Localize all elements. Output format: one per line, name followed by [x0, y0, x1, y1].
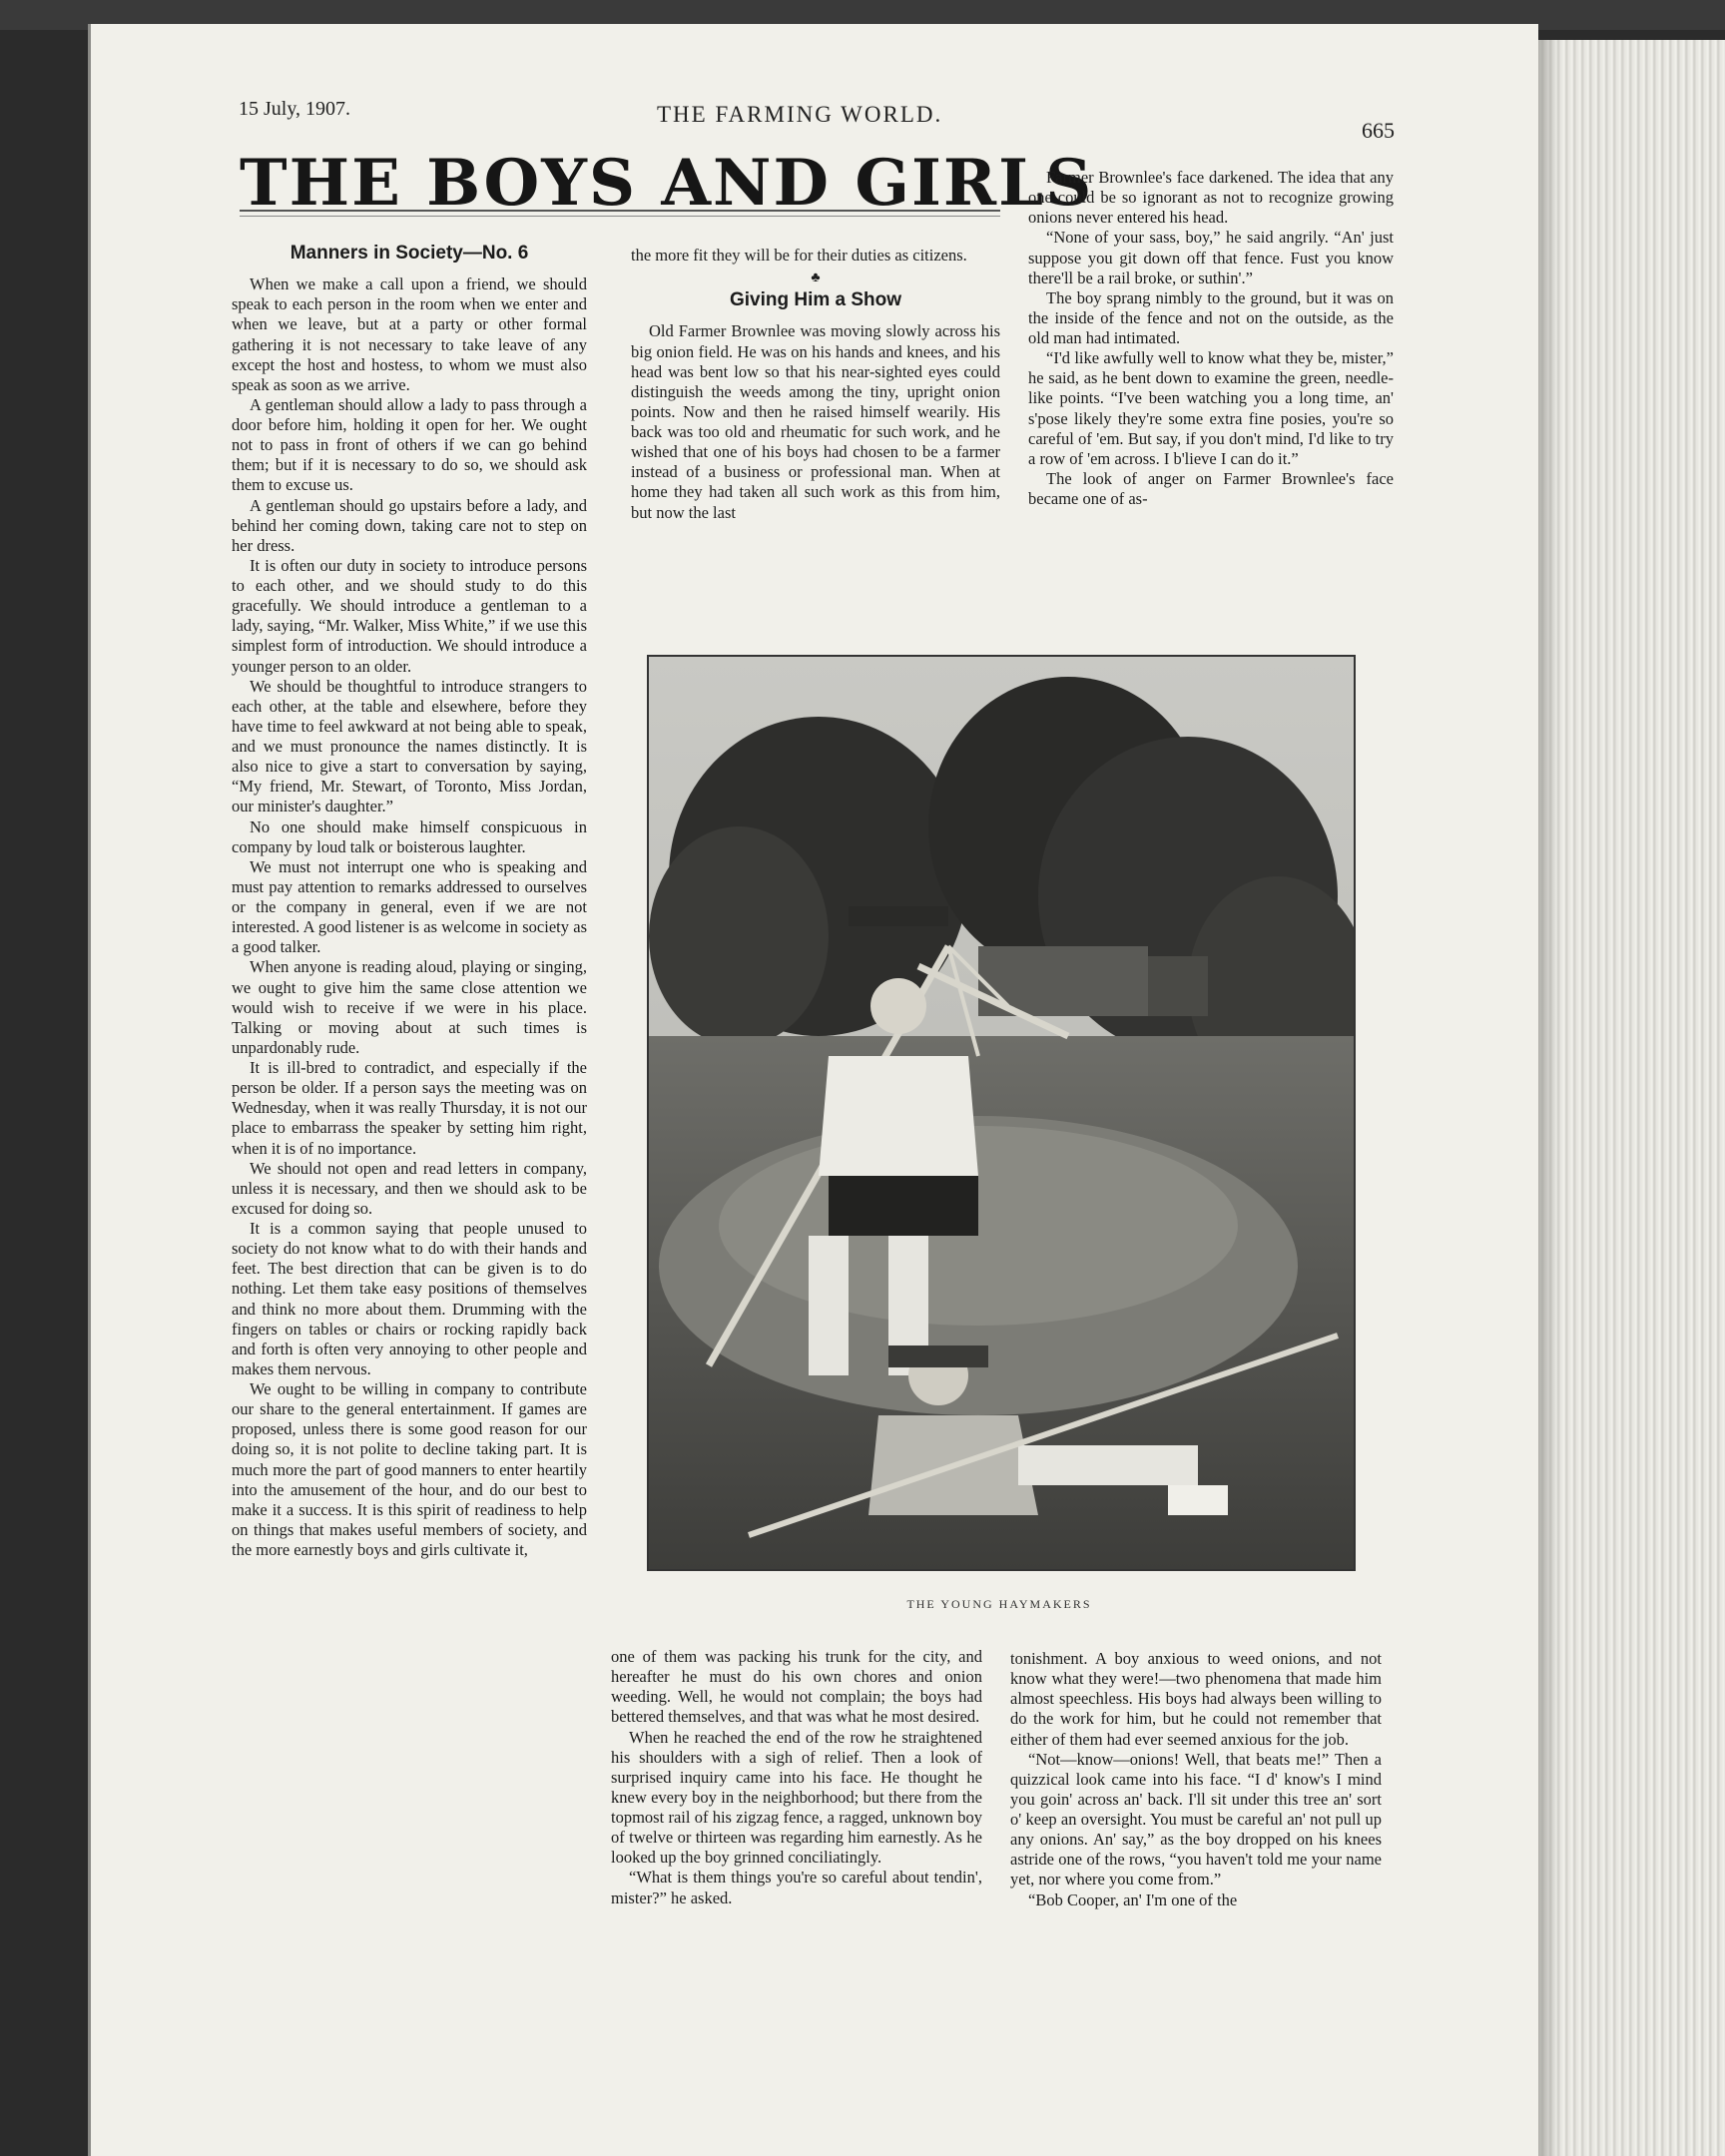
paragraph: We should not open and read letters in company, unless it is necessary, and then we should ask to be excused for doing so. [232, 1158, 587, 1218]
paragraph: The boy sprang nimbly to the ground, but it was on the inside of the fence and not on the outside, as the old man had intimated. [1028, 287, 1394, 347]
paragraph: It is often our duty in society to introduce persons to each other, and we should study to do this gracefully. We should introduce a gentleman to a lady, saying, “Mr. Walker, Miss White,” if we use this simplest form of introduction. We should introduce a younger person to an older. [232, 555, 587, 676]
paragraph: “Bob Cooper, an' I'm one of the [1028, 1889, 1238, 1909]
paragraph: When he reached the end of the row he straightened his shoulders with a sigh of relief. Then a look of surprised inquiry came into his face. He thought he knew every boy in the neighborhood; but there from the topmost rail of his zigzag fence, a ragged, unknown boy of twelve or thirteen was regarding him earnestly. As he looked up the boy grinned conciliatingly. [611, 1727, 982, 1868]
paragraph: one of them was packing his trunk for the city, and hereafter he must do his own chores and onion weeding. Well, he would not complain; the boys had bettered themselves, and that was what he most desired. [611, 1647, 982, 1727]
paragraph: It is ill-bred to contradict, and especially if the person be older. If a person says the meeting was on Wednesday, when it was really Thursday, it is not our place to embarrass the speaker by setting him right, when it is of no importance. [232, 1058, 587, 1158]
paragraph: We must not interrupt one who is speaking and must pay attention to remarks addressed to ourselves or the company in general, even if we are not interested. A good listener is as welcome in society as a good talker. [232, 856, 587, 957]
title-rule [240, 210, 1000, 212]
paragraph: When anyone is reading aloud, playing or singing, we ought to give him the same close attention we would wish to receive if we were in his place. Talking or moving about at such times is unpardonably rude. [232, 957, 587, 1057]
header-page-number: 665 [1362, 118, 1395, 143]
article-manners-title: Manners in Society—No. 6 [289, 243, 529, 264]
article-show-column-4 [1010, 1649, 1382, 1910]
paragraph: Farmer Brownlee's face darkened. The idea that any one could be so ignorant as not to recognize growing onions never entered his head. [1028, 168, 1394, 228]
paragraph: The look of anger on Farmer Brownlee's face became one of as- [1028, 468, 1394, 508]
photo-illustration [649, 657, 1354, 1569]
paragraph: No one should make himself conspicuous in company by loud talk or boisterous laughter. [232, 816, 587, 856]
article-show-title: Giving Him a Show [729, 289, 902, 311]
paragraph: We should be thoughtful to introduce strangers to each other, at the table and elsewhere, before they have time to feel awkward at not being able to speak, and we must pronounce the names distinctly. It is also nice to give a start to conversation by saying, “My friend, Mr. Stewart, of Toronto, Miss Jordan, our minister's daughter.” [232, 676, 587, 816]
article-show-column-1 [631, 246, 1000, 523]
paragraph: A gentleman should go upstairs before a lady, and behind her coming down, taking care not to step on her dress. [232, 495, 587, 555]
article-show-column-3 [611, 1647, 982, 1908]
paragraph: “What is them things you're so careful about tendin', mister?” he asked. [611, 1868, 982, 1907]
paragraph: Old Farmer Brownlee was moving slowly across his big onion field. He was on his hands and knees, and his head was bent low so that his near-sighted eyes could distinguish the weeds among the tiny, upright onion points. Now and then he raised himself wearily. His back was too old and rheumatic for such work, and he wished that one of his boys had chosen to be a farmer instead of a business or professional man. When at home they had taken all such work as this from him, but now the last [631, 321, 1000, 522]
paragraph: “None of your sass, boy,” he said angrily. “An' just suppose you git down off that fence. Fust you know there'll be a rail broke, or suthin'.” [1028, 228, 1394, 287]
article-show-column-2 [1028, 168, 1394, 509]
paragraph-continuation: the more fit they will be for their duties as citizens. [631, 246, 967, 265]
haymakers-photo [647, 655, 1356, 1571]
paragraph: We ought to be willing in company to contribute our share to the general entertainment. If games are proposed, unless there is some good reason for our doing so, it is not polite to decline taking part. It is much more the part of good manners to enter heartily into the amusement of the hour, and do our best to make it a success. It is this spirit of readiness to help on things that makes useful members of society, and the more earnestly boys and girls cultivate it, [232, 1379, 587, 1560]
header-date: 15 July, 1907. [239, 98, 351, 120]
section-title: THE BOYS AND GIRLS [240, 146, 1094, 221]
book-page-edges [1529, 40, 1725, 2156]
article-manners-column [232, 242, 587, 1560]
club-ornament-icon: ♣ [811, 270, 821, 286]
paragraph: A gentleman should allow a lady to pass through a door before him, holding it open for her. We ought not to pass in front of others if we can go behind them; but if it is necessary to do so, we should ask them to excuse us. [232, 394, 587, 495]
paragraph: “Not—know—onions! Well, that beats me!” Then a quizzical look came into his face. “I d' know's I mind you goin' across an' back. I'll sit under this tree an' sort o' keep an oversight. You must be careful an' not pull up any onions. An' say,” as the boy dropped on his knees astride one of the rows, “you haven't told me your name yet, nor where you come from.” [1010, 1749, 1382, 1889]
paragraph: “I'd like awfully well to know what they be, mister,” he said, as he bent down to examine the green, needle-like points. “I've been watching you a long time, an' s'pose likely they're some extra fine posies, you're so careful of 'em. But say, if you don't mind, I'd like to try a row of 'em across. I b'lieve I can do it.” [1028, 348, 1394, 468]
title-rule-thin [240, 216, 1000, 217]
paragraph: It is a common saying that people unused to society do not know what to do with their hands and feet. The best direction that can be given is to do nothing. Let them take easy positions of themselves and think no more about them. Drumming with the fingers on tables or chairs or rocking rapidly back and forth is often very annoying to other people and makes them nervous. [232, 1219, 587, 1378]
paragraph: tonishment. A boy anxious to weed onions, and not know what they were!—two phenomena that made him almost speechless. His boys had always been willing to do the work for him, but he could not remember that either of them had ever seemed anxious for the job. [1010, 1649, 1382, 1749]
photo-caption: THE YOUNG HAYMAKERS [906, 1597, 1092, 1611]
header-publication: THE FARMING WORLD. [657, 102, 943, 127]
paragraph: When we make a call upon a friend, we should speak to each person in the room when we enter and when we leave, but at a party or other formal gathering it is not necessary to take leave of any except the host and hostess, to whom we must also speak as soon as we arrive. [232, 274, 587, 394]
